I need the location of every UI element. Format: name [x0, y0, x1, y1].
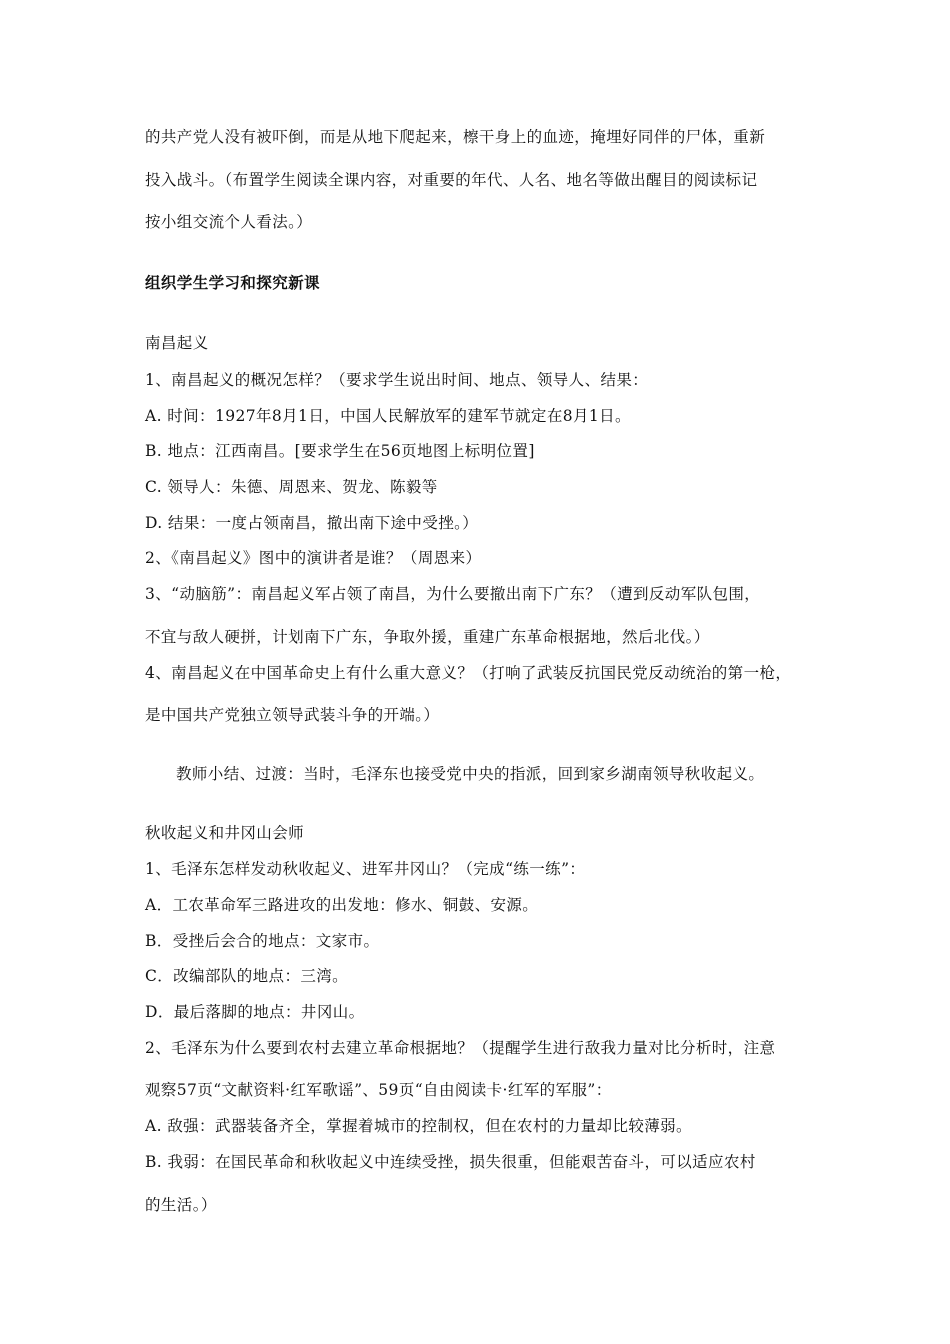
autumn-q2-item-b-line-2: 的生活。） — [145, 1196, 217, 1214]
nanchang-q1-item-d: D. 结果：一度占领南昌，撤出南下途中受挫。） — [145, 514, 479, 532]
nanchang-q1-item-a: A. 时间：1927年8月1日，中国人民解放军的建军节就定在8月1日。 — [145, 407, 631, 425]
nanchang-q1-item-c: C. 领导人：朱德、周恩来、贺龙、陈毅等 — [145, 478, 438, 496]
nanchang-question-3-line-1: 3、“动脑筋”：南昌起义军占领了南昌，为什么要撤出南下广东？（遭到反动军队包围， — [145, 585, 761, 603]
nanchang-q1-item-b: B. 地点：江西南昌。[要求学生在56页地图上标明位置] — [145, 442, 535, 460]
nanchang-question-1: 1、南昌起义的概况怎样？（要求学生说出时间、地点、领导人、结果： — [145, 371, 649, 389]
autumn-q1-item-d: D．最后落脚的地点：井冈山。 — [145, 1003, 365, 1021]
nanchang-question-2: 2、《南昌起义》图中的演讲者是谁？（周恩来） — [145, 549, 482, 567]
nanchang-question-4-line-1: 4、南昌起义在中国革命史上有什么重大意义？（打响了武装反抗国民党反动统治的第一枪， — [145, 664, 792, 682]
autumn-q2-item-b-line-1: B. 我弱：在国民革命和秋收起义中连续受挫，损失很重，但能艰苦奋斗，可以适应农村 — [145, 1153, 756, 1171]
nanchang-title: 南昌起义 — [145, 334, 209, 352]
autumn-question-2-line-2: 观察57页“文献资料·红军歌谣”、59页“自由阅读卡·红军的军服”： — [145, 1081, 612, 1099]
autumn-title: 秋收起义和井冈山会师 — [145, 824, 305, 842]
autumn-q1-item-c: C．改编部队的地点：三湾。 — [145, 967, 349, 985]
section-heading: 组织学生学习和探究新课 — [145, 273, 320, 292]
intro-line-3: 按小组交流个人看法。） — [145, 213, 313, 231]
transition-paragraph: 教师小结、过渡：当时，毛泽东也接受党中央的指派，回到家乡湖南领导秋收起义。 — [176, 765, 765, 783]
autumn-question-1: 1、毛泽东怎样发动秋收起义、进军井冈山？（完成“练一练”： — [145, 860, 586, 878]
intro-line-2: 投入战斗。（布置学生阅读全课内容，对重要的年代、人名、地名等做出醒目的阅读标记 — [145, 171, 758, 189]
autumn-q1-item-b: B．受挫后会合的地点：文家市。 — [145, 932, 380, 950]
autumn-q2-item-a: A. 敌强：武器装备齐全，掌握着城市的控制权，但在农村的力量却比较薄弱。 — [145, 1117, 692, 1135]
nanchang-question-3-line-2: 不宜与敌人硬拼，计划南下广东，争取外援，重建广东革命根据地，然后北伐。） — [145, 628, 710, 646]
autumn-q1-item-a: A．工农革命军三路进攻的出发地：修水、铜鼓、安源。 — [145, 896, 539, 914]
intro-line-1: 的共产党人没有被吓倒，而是从地下爬起来，檫干身上的血迹，掩埋好同伴的尸体，重新 — [145, 128, 766, 146]
nanchang-question-4-line-2: 是中国共产党独立领导武装斗争的开端。） — [145, 706, 440, 724]
autumn-question-2-line-1: 2、毛泽东为什么要到农村去建立革命根据地？（提醒学生进行敌我力量对比分析时，注意 — [145, 1039, 776, 1057]
